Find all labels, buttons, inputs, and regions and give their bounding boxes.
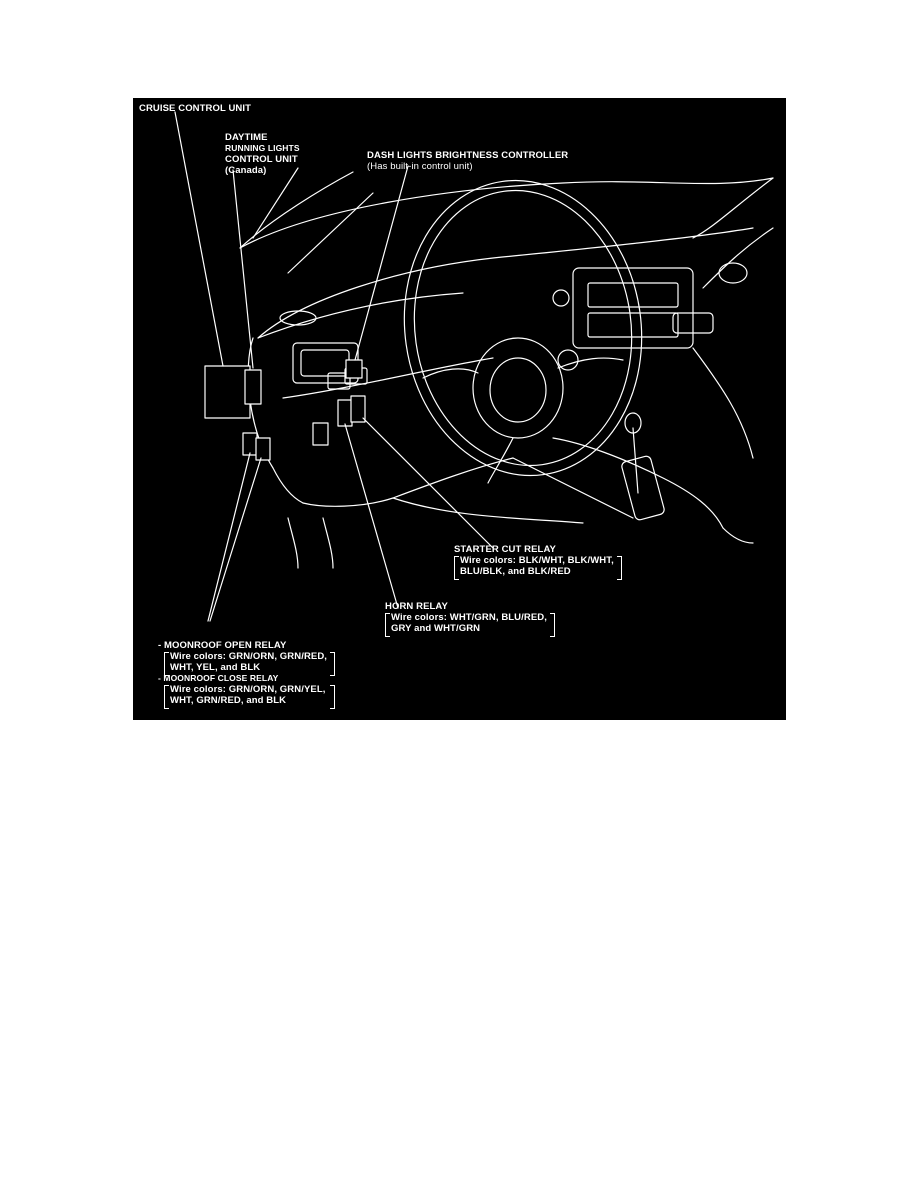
- dashboard-lower-edge: [283, 358, 493, 398]
- horn-bracket-right: [550, 613, 555, 637]
- shift-gate: [621, 455, 666, 521]
- center-knob: [553, 290, 569, 306]
- floor-line: [393, 498, 583, 523]
- moonroof-open-bracket-left: [164, 652, 169, 676]
- leader-dash-lights: [355, 166, 408, 360]
- steering-wheel-outer: [386, 165, 661, 491]
- steering-spoke-right: [558, 358, 623, 368]
- climate-panel: [588, 313, 678, 337]
- leader-daytime-2: [253, 168, 298, 238]
- dash-right-edge: [693, 348, 753, 458]
- starter-bracket-left: [454, 556, 459, 580]
- roof-line-right: [703, 228, 773, 288]
- shift-lever: [633, 428, 638, 493]
- leader-horn: [345, 424, 398, 608]
- dashboard-relay-location-diagram: [133, 98, 786, 720]
- moonroof-open-bracket-right: [330, 652, 335, 676]
- dash-left-side: [248, 338, 303, 503]
- dash-relay-small: [313, 423, 328, 445]
- starter-cut-relay-label: STARTER CUT RELAY Wire colors: BLK/WHT, BLK/WHT, BLU/BLK, and BLK/RED: [454, 544, 622, 577]
- right-lower-line: [723, 528, 753, 543]
- leader-cruise-control: [175, 112, 223, 366]
- starter-bracket-right: [617, 556, 622, 580]
- switch-panel-inner: [301, 350, 349, 376]
- daytime-running-lights-label: DAYTIME RUNNING LIGHTS CONTROL UNIT (Canada): [225, 132, 300, 176]
- right-vent: [719, 263, 747, 283]
- moonroof-relay-box-1: [243, 433, 257, 455]
- moonroof-close-bracket-right: [330, 685, 335, 709]
- leader-moonroof-2: [210, 458, 261, 621]
- steering-hub-inner: [490, 358, 546, 422]
- pedal-line-2: [323, 518, 333, 568]
- kick-panel: [303, 458, 513, 506]
- moonroof-relay-box-2: [256, 438, 270, 460]
- windshield-right: [693, 178, 773, 238]
- leader-daytime: [233, 170, 253, 368]
- daytime-unit-box: [245, 370, 261, 404]
- horn-bracket-left: [385, 613, 390, 637]
- console-lower: [513, 458, 633, 518]
- leader-dash-lights-2: [288, 193, 373, 273]
- horn-relay-label: HORN RELAY Wire colors: WHT/GRN, BLU/RED, GRY and WHT/GRN: [385, 601, 555, 634]
- leader-starter-cut: [363, 418, 493, 548]
- moonroof-relay-label: - MOONROOF OPEN RELAY Wire colors: GRN/ORN, GRN/RED, WHT, YEL, and BLK - MOONROOF CLOSE RELAY Wire colors: GRN/ORN, GRN/YEL, WHT, GRN/RED, and BLK: [158, 640, 335, 706]
- horn-relay-box: [338, 400, 352, 426]
- dash-lights-brightness-label: DASH LIGHTS BRIGHTNESS CONTROLLER (Has built-in control unit): [367, 150, 569, 172]
- steering-spoke-bottom: [488, 438, 513, 483]
- center-knob-2: [558, 350, 578, 370]
- console: [553, 438, 723, 528]
- radio-unit: [588, 283, 678, 307]
- dashboard-front-edge: [258, 293, 463, 338]
- cruise-control-unit-label: CRUISE CONTROL UNIT: [139, 103, 252, 114]
- steering-hub: [473, 338, 563, 438]
- pedal-line-1: [288, 518, 298, 568]
- moonroof-close-bracket-left: [164, 685, 169, 709]
- dash-brightness-controller-box: [346, 360, 362, 378]
- dashboard-top: [258, 228, 753, 338]
- leader-moonroof-1: [208, 453, 250, 621]
- cruise-control-unit-box: [205, 366, 250, 418]
- a-pillar-line: [240, 172, 353, 248]
